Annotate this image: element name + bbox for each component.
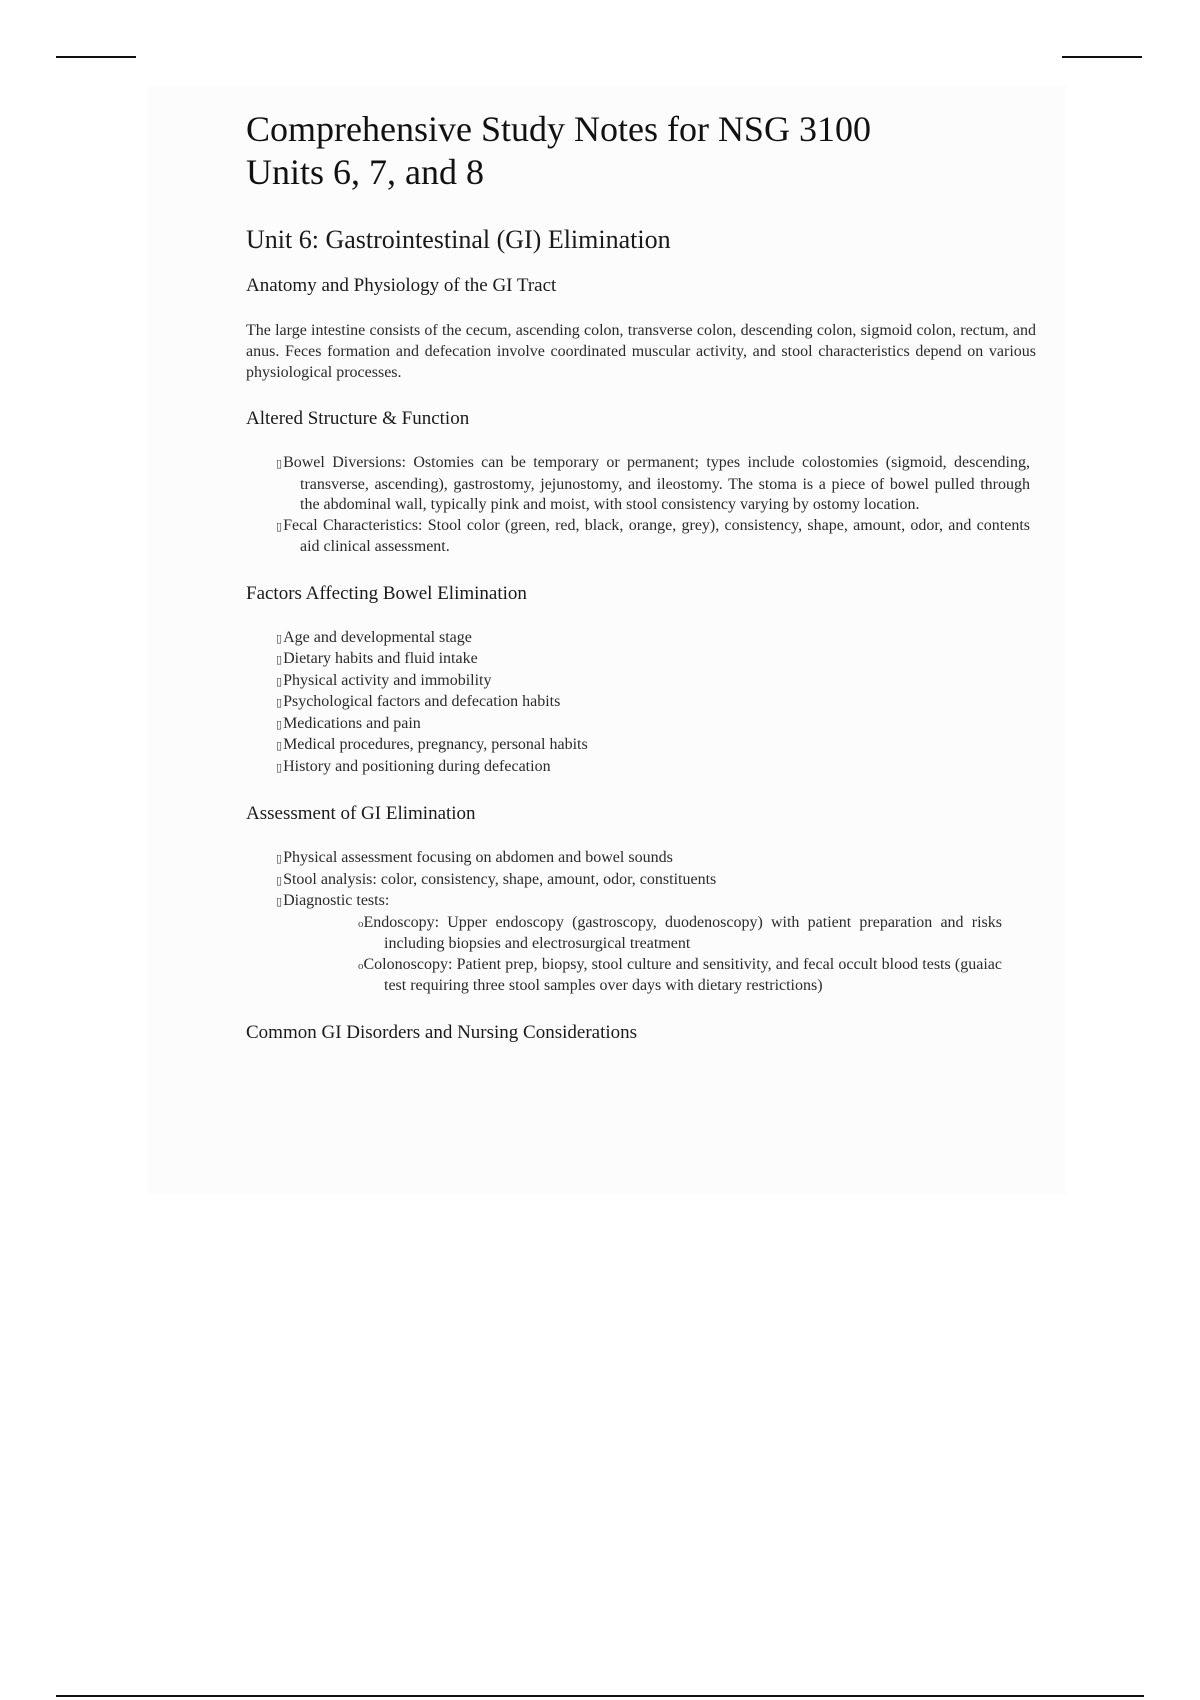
disorders-heading: Common GI Disorders and Nursing Considerations — [246, 1021, 638, 1043]
footer-rule — [56, 1695, 1144, 1697]
assessment-heading: Assessment of GI Elimination — [246, 803, 476, 824]
bullet-icon: ▯ — [276, 654, 283, 666]
bullet-icon: ▯ — [276, 896, 283, 908]
bullet-icon: ▯ — [276, 718, 283, 731]
list-item: ▯History and positioning during defecation — [276, 757, 551, 775]
anatomy-heading: Anatomy and Physiology of the GI Tract — [246, 275, 557, 296]
bullet-icon: ▯ — [276, 458, 283, 470]
list-item: ▯Medications and pain — [276, 714, 421, 732]
factors-heading: Factors Affecting Bowel Elimination — [246, 582, 527, 604]
list-item: ▯Psychological factors and defecation habits — [276, 693, 561, 710]
bullet-icon: ▯ — [276, 697, 283, 709]
altered-list — [246, 453, 1036, 558]
bullet-icon: ▯ — [276, 520, 283, 533]
title-line-2: Units 6, 7, and 8 — [246, 152, 484, 192]
list-item: ▯Fecal Characteristics: Stool color (green, red, black, orange, grey), consistency, shape, amount, odor, and contents aid clinical assessment. — [276, 516, 1030, 555]
document-content — [246, 108, 1036, 1067]
bullet-icon: ▯ — [276, 675, 283, 688]
header-rule-right — [1062, 56, 1142, 58]
list-item: ▯Bowel Diversions: Ostomies can be temporary or permanent; types include colostomies (sigmoid, descending, transverse, ascending), gastrostomy, jejunostomy, and ileostomy. The stoma is a piece of bowel pulled through the abdominal wall, typically pink and moist, with stool consistency varying by ostomy location. — [276, 454, 1030, 513]
list-item: ▯Diagnostic tests: oEndoscopy: Upper endoscopy (gastroscopy, duodenoscopy) with patient preparation and risks including biopsies and electrosurgical treatment oColonoscopy: Patient prep, biopsy, stool culture and sensitivity, and fecal occult blood tests (guaiac test requiring three stool samples over days with dietary restrictions) — [246, 891, 1036, 997]
header-rule-left — [56, 56, 136, 58]
sub-bullet-icon: o — [358, 959, 364, 972]
anatomy-paragraph: The large intestine consists of the cecum, ascending colon, transverse colon, descending colon, sigmoid colon, rectum, and anus. Feces formation and defecation involve coordinated muscular activity, and stool characteristics depend on various physiological processes. — [246, 322, 1036, 381]
bullet-icon: ▯ — [276, 761, 283, 774]
unit-6-heading: Unit 6: Gastrointestinal (GI) Elimination — [246, 225, 671, 254]
list-item: ▯Medical procedures, pregnancy, personal habits — [276, 736, 588, 753]
bullet-icon: ▯ — [276, 632, 283, 645]
diagnostic-sublist — [276, 913, 1036, 997]
assessment-list — [246, 848, 1036, 997]
bullet-icon: ▯ — [276, 740, 283, 752]
list-item: ▯Physical assessment focusing on abdomen and bowel sounds — [276, 849, 673, 866]
bullet-icon: ▯ — [276, 853, 283, 865]
sub-list-item: oColonoscopy: Patient prep, biopsy, stool culture and sensitivity, and fecal occult blood tests (guaiac test requiring three stool samples over days with dietary restrictions) — [358, 955, 1002, 994]
altered-heading: Altered Structure & Function — [246, 408, 470, 429]
list-item: ▯Age and developmental stage — [276, 628, 472, 646]
list-item: ▯Dietary habits and fluid intake — [276, 650, 478, 667]
factors-list — [246, 628, 1036, 779]
bullet-icon: ▯ — [276, 874, 283, 887]
list-item: ▯Physical activity and immobility — [276, 671, 492, 689]
list-item: ▯Stool analysis: color, consistency, shape, amount, odor, constituents — [276, 870, 717, 888]
document-title — [246, 108, 1036, 194]
sub-bullet-icon: o — [358, 917, 364, 930]
title-line-1: Comprehensive Study Notes for NSG 3100 — [246, 109, 871, 149]
sub-list-item: oEndoscopy: Upper endoscopy (gastroscopy, duodenoscopy) with patient preparation and risks including biopsies and electrosurgical treatment — [358, 913, 1002, 952]
